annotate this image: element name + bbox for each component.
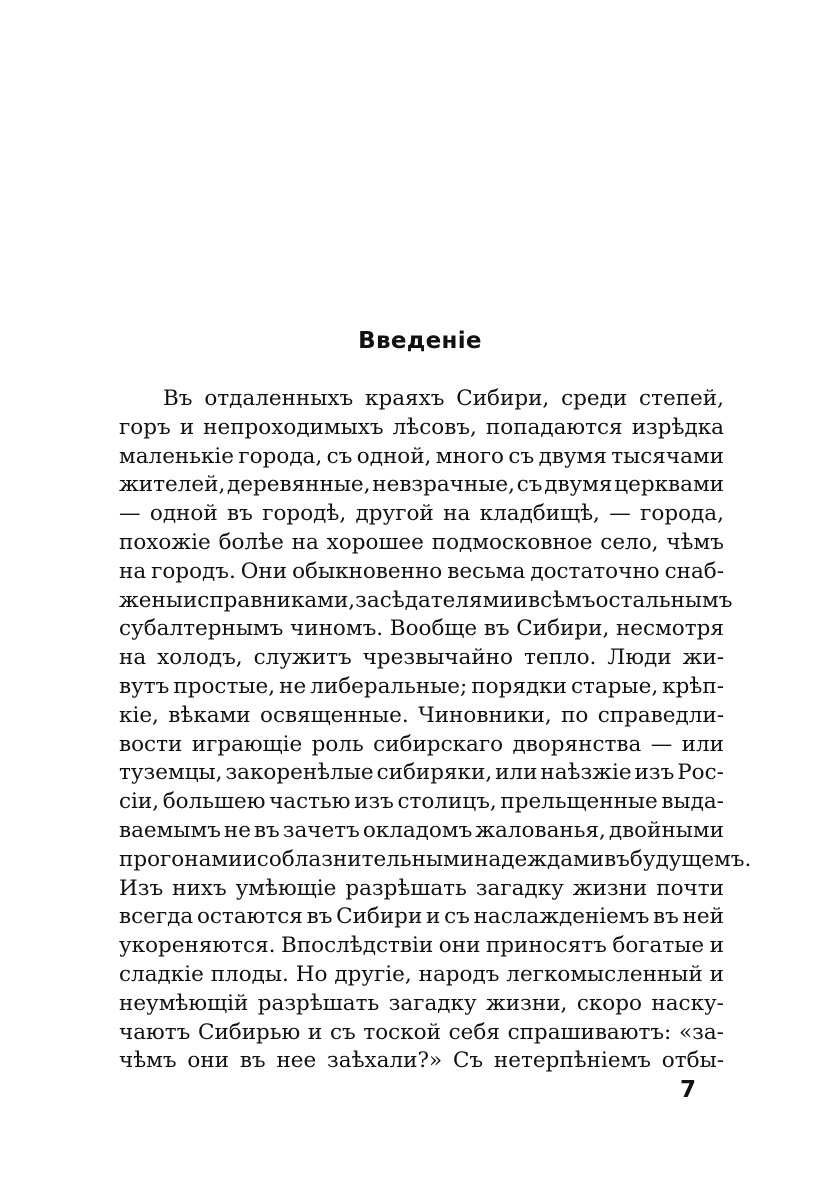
text-line: чѣмъ они въ нее заѣхали?» Съ нетерпѣніемъ отбы- (119, 1048, 724, 1074)
text-line: жены исправниками, засѣдателями и всѣмъ остальнымъ (119, 587, 733, 613)
chapter-title: Введеніе (358, 328, 482, 354)
text-line: вости играющіе роль сибирскаго дворянства — или (119, 731, 724, 757)
text-line: маленькіе города, съ одной, много съ двумя тысячами (119, 443, 724, 469)
page-number: 7 (680, 1077, 697, 1103)
text-line: неумѣющій разрѣшать загадку жизни, скоро наску- (119, 990, 724, 1016)
text-line: кіе, вѣками освященные. Чиновники, по справедли- (119, 702, 724, 728)
text-line: сіи, большею частью изъ столицъ, прельщенные выда- (119, 789, 724, 815)
text-line: всегда остаются въ Сибири и съ наслажденіемъ въ ней (119, 904, 724, 930)
body-paragraph (119, 385, 752, 1076)
text-line: горъ и непроходимыхъ лѣсовъ, попадаются изрѣдка (119, 414, 724, 440)
text-line: прогонами и соблазнительными надеждами въ будущемъ. (119, 846, 752, 872)
text-line: Въ отдаленныхъ краяхъ Сибири, среди степей, (163, 386, 724, 411)
text-line: похожіе болѣе на хорошее подмосковное село, чѣмъ (119, 529, 724, 555)
text-line: жителей, деревянные, невзрачные, съ двумя церквами (119, 472, 724, 498)
text-line: на городъ. Они обыкновенно весьма достаточно снаб- (119, 558, 724, 584)
text-line: чаютъ Сибирью и съ тоской себя спрашиваютъ: «за- (119, 1019, 724, 1045)
text-line: укореняются. Впослѣдствіи они приносятъ богатые и (119, 933, 724, 959)
text-line: Изъ нихъ умѣющіе разрѣшать загадку жизни почти (119, 875, 724, 901)
text-line: туземцы, закоренѣлые сибиряки, или наѣзжіе изъ Рос- (119, 760, 724, 786)
text-line: ваемымъ не въ зачетъ окладомъ жалованья, двойными (119, 817, 724, 843)
text-line: субалтернымъ чиномъ. Вообще въ Сибири, несмотря (119, 616, 724, 642)
text-line: — одной въ городѣ, другой на кладбищѣ, — города, (119, 501, 724, 527)
text-line: сладкіе плоды. Но другіе, народъ легкомысленный и (119, 961, 724, 987)
text-line: на холодъ, служитъ чрезвычайно тепло. Люди жи- (119, 645, 724, 671)
text-line: вутъ простые, не либеральные; порядки старые, крѣп- (119, 673, 724, 699)
